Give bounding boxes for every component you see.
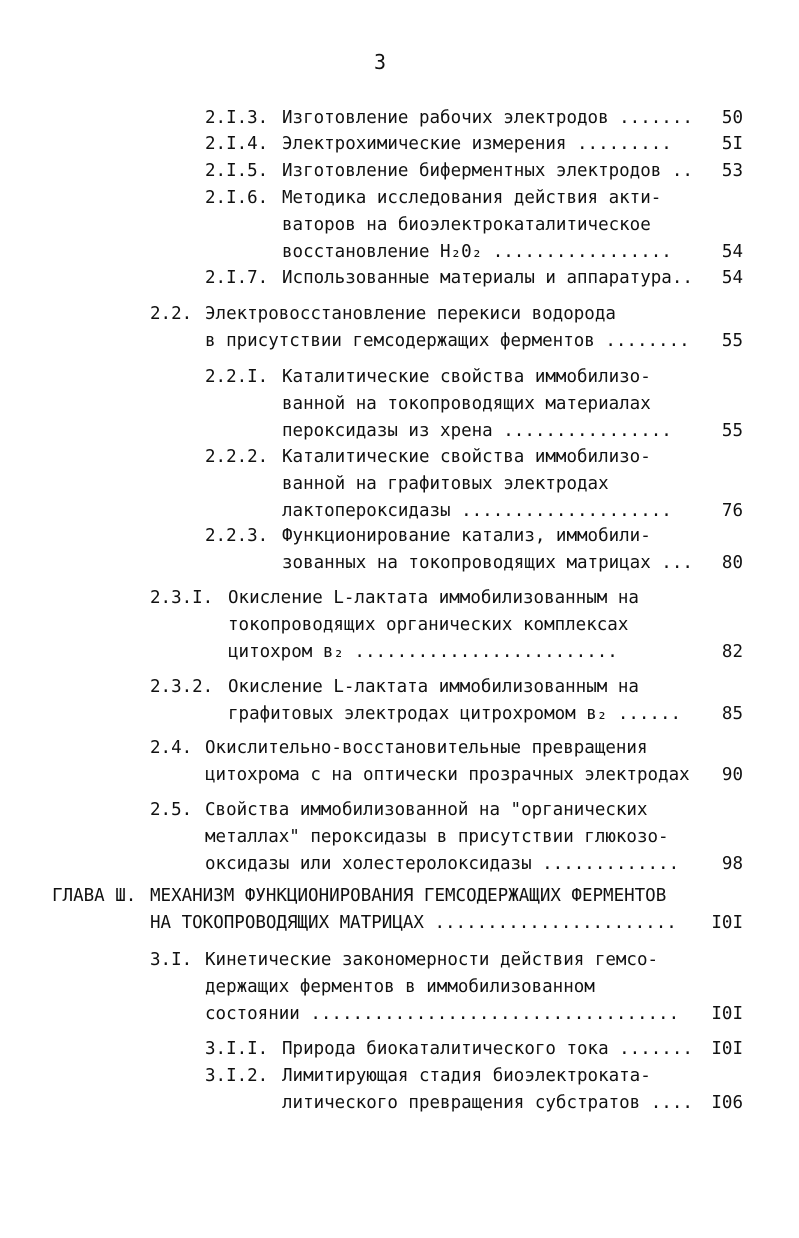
toc-entry-text: состоянии ................................... [205,1004,680,1024]
toc-page-number: 98 [721,854,743,874]
toc-line [0,734,799,762]
toc-page-number: 54 [721,268,743,288]
toc-entry-text: Изготовление биферментных электродов .. [282,161,693,181]
toc-entry-text: Свойства иммобилизованной на "органических [205,800,648,820]
toc-line [0,327,799,355]
toc-entry-text: металлах" пероксидазы в присутствии глюкозо- [205,827,669,847]
toc-entry-text: литического превращения субстратов .... [282,1093,693,1113]
toc-entry-text: лактопероксидазы .................... [282,501,672,521]
toc-entry-number: 2.I.4. [205,134,269,154]
toc-line [0,470,799,498]
toc-line [0,796,799,824]
toc-line [0,909,799,937]
toc-line [0,882,799,910]
toc-page-number: I06 [711,1093,743,1113]
toc-page-number: 53 [721,161,743,181]
toc-page-number: I0I [711,1004,743,1024]
toc-entry-text: токопроводящих органических комплексах [228,615,629,635]
toc-line [0,638,799,666]
toc-page-number: I0I [711,913,743,933]
toc-entry-text: Электровосстановление перекиси водорода [205,304,616,324]
toc-line [0,1089,799,1117]
toc-line [0,417,799,445]
toc-line [0,130,799,158]
toc-page-number: 55 [721,421,743,441]
toc-entry-number: 3.I.I. [205,1039,269,1059]
toc-entry-text: цитохром в₂ ......................... [228,642,618,662]
toc-entry-number: 3.I.2. [205,1066,269,1086]
toc-entry-number: ГЛАВА Ш. [52,886,137,906]
toc-line [0,104,799,132]
page-number: 3 [373,50,387,74]
toc-line [0,973,799,1001]
toc-entry-text: цитохрома с на оптически прозрачных электродах [205,765,690,785]
toc-line [0,264,799,292]
toc-line [0,157,799,185]
toc-page-number: 80 [721,553,743,573]
toc-entry-number: 2.I.7. [205,268,269,288]
toc-entry-text: Окислительно-восстановительные превращения [205,738,648,758]
toc-page-number: 90 [721,765,743,785]
toc-entry-number: 3.I. [150,950,193,970]
toc-entry-text: Использованные материалы и аппаратура.. [282,268,693,288]
toc-entry-text: оксидазы или холестеролоксидазы ............. [205,854,680,874]
toc-line [0,443,799,471]
toc-entry-text: Окисление L-лактата иммобилизованным на [228,588,639,608]
toc-entry-text: Каталитические свойства иммобилизо- [282,367,651,387]
toc-line [0,238,799,266]
toc-line [0,700,799,728]
toc-entry-number: 2.2.3. [205,526,269,546]
toc-line [0,850,799,878]
toc-line [0,390,799,418]
toc-line [0,549,799,577]
toc-entry-text: Кинетические закономерности действия гемсо- [205,950,659,970]
toc-line [0,497,799,525]
toc-line [0,1000,799,1028]
toc-line [0,611,799,639]
toc-line [0,946,799,974]
toc-page-number: 5I [721,134,743,154]
toc-entry-number: 2.2.2. [205,447,269,467]
toc-page-number: 82 [721,642,743,662]
toc-entry-number: 2.3.I. [150,588,214,608]
toc-entry-text: ванной на графитовых электродах [282,474,609,494]
toc-entry-number: 2.I.6. [205,188,269,208]
toc-line [0,522,799,550]
toc-entry-text: Лимитирующая стадия биоэлектроката- [282,1066,651,1086]
toc-entry-text: МЕХАНИЗМ ФУНКЦИОНИРОВАНИЯ ГЕМСОДЕРЖАЩИХ ФЕРМЕНТОВ [150,886,667,906]
toc-entry-text: ванной на токопроводящих материалах [282,394,651,414]
toc-page-number: 55 [721,331,743,351]
toc-entry-number: 2.2.I. [205,367,269,387]
toc-entry-text: Окисление L-лактата иммобилизованным на [228,677,639,697]
toc-entry-text: в присутствии гемсодержащих ферментов ........ [205,331,690,351]
toc-entry-text: Каталитические свойства иммобилизо- [282,447,651,467]
toc-page-number: 76 [721,501,743,521]
toc-entry-text: Функционирование катализ, иммобили- [282,526,651,546]
toc-line [0,1035,799,1063]
toc-entry-number: 2.I.5. [205,161,269,181]
toc-entry-number: 2.2. [150,304,193,324]
toc-entry-text: Изготовление рабочих электродов ....... [282,108,693,128]
toc-line [0,673,799,701]
toc-page-number: I0I [711,1039,743,1059]
toc-line [0,184,799,212]
toc-page-number: 85 [721,704,743,724]
toc-line [0,211,799,239]
toc-line [0,761,799,789]
toc-entry-number: 2.4. [150,738,193,758]
toc-entry-text: держащих ферментов в иммобилизованном [205,977,595,997]
toc-entry-text: Природа биокаталитического тока ....... [282,1039,693,1059]
toc-entry-text: зованных на токопроводящих матрицах ... [282,553,693,573]
toc-line [0,584,799,612]
toc-page-number: 54 [721,242,743,262]
toc-entry-number: 2.5. [150,800,193,820]
toc-entry-text: Электрохимические измерения ......... [282,134,672,154]
toc-entry-text: Методика исследования действия акти- [282,188,662,208]
toc-entry-text: графитовых электродах цитрохромом в₂ ...... [228,704,682,724]
toc-entry-text: пероксидазы из хрена ................ [282,421,672,441]
toc-page-number: 50 [721,108,743,128]
toc-line [0,300,799,328]
toc-entry-text: ваторов на биоэлектрокаталитическое [282,215,651,235]
toc-entry-number: 2.I.3. [205,108,269,128]
toc-entry-text: НА ТОКОПРОВОДЯЩИХ МАТРИЦАХ ....................... [150,913,677,933]
toc-line [0,823,799,851]
toc-entry-number: 2.3.2. [150,677,214,697]
toc-line [0,1062,799,1090]
toc-entry-text: восстановление H₂0₂ ................. [282,242,672,262]
toc-line [0,363,799,391]
